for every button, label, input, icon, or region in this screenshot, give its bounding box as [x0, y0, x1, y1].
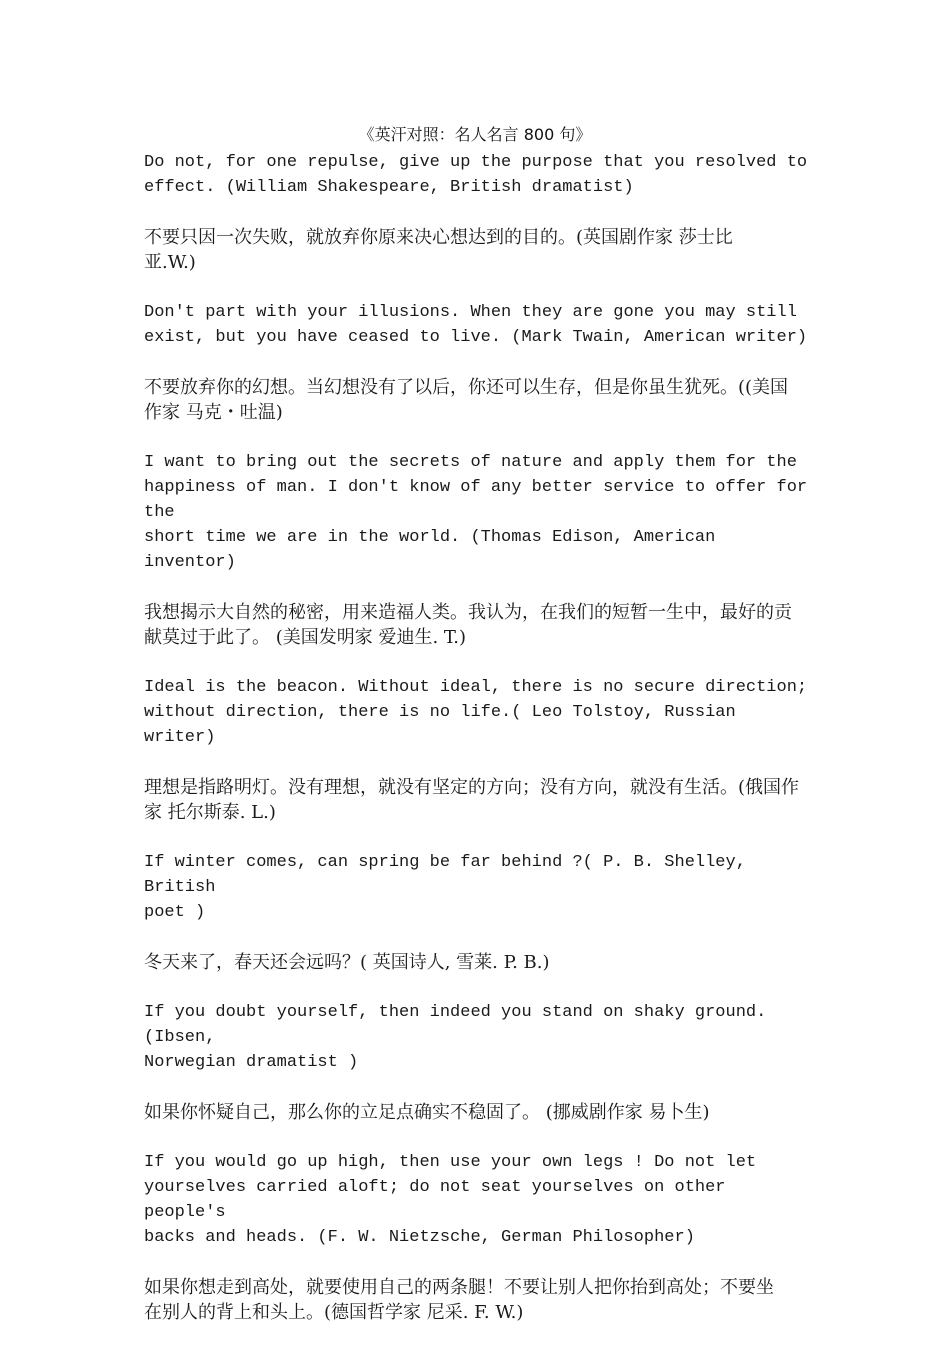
document-title: 《英汗对照：名人名言 800 句》: [358, 125, 592, 144]
quote-chinese-2: 不要放弃你的幻想。当幻想没有了以后，你还可以生存，但是你虽生犹死。((美国 作家 马克・吐温): [144, 377, 789, 423]
quote-chinese-7: 如果你想走到高处，就要使用自己的两条腿！不要让别人把你抬到高处；不要坐 在别人的背上和头上。(德国哲学家 尼采. F. W.): [144, 1277, 774, 1323]
quote-english-3: I want to bring out the secrets of nature and apply them for the happiness of man. I don't know of any better service to offer for the short time we are in the world. (Thomas Edison, American inventor): [144, 453, 808, 572]
quote-english-7: If you would go up high, then use your own legs ! Do not let yourselves carried aloft; do not seat yourselves on other people's backs and heads. (F. W. Nietzsche, German Philosopher): [144, 1153, 757, 1247]
quote-chinese-5: 冬天来了，春天还会远吗？( 英国诗人, 雪莱. P. B.): [144, 952, 550, 973]
quote-english-6: If you doubt yourself, then indeed you stand on shaky ground. (Ibsen, Norwegian dramatist ): [144, 1003, 767, 1072]
quote-chinese-6: 如果你怀疑自己，那么你的立足点确实不稳固了。 (挪威剧作家 易卜生): [144, 1102, 710, 1123]
quote-english-1: Do not, for one repulse, give up the purpose that you resolved to effect. (William Shakespeare, British dramatist): [144, 153, 808, 197]
quote-english-4: Ideal is the beacon. Without ideal, there is no secure direction; without direction, there is no life.( Leo Tolstoy, Russian writer): [144, 678, 808, 747]
document-body: [144, 150, 812, 1350]
quote-english-5: If winter comes, can spring be far behind ?( P. B. Shelley, British poet ): [144, 853, 746, 922]
quote-chinese-3: 我想揭示大自然的秘密，用来造福人类。我认为，在我们的短暂一生中，最好的贡 献莫过于此了。 (美国发明家 爱迪生. T.): [144, 602, 792, 648]
quote-chinese-4: 理想是指路明灯。没有理想，就没有坚定的方向；没有方向，就没有生活。(俄国作 家 托尔斯泰. L.): [144, 777, 800, 823]
quote-chinese-1: 不要只因一次失败，就放弃你原来决心想达到的目的。(英国剧作家 莎士比 亚.W.): [144, 227, 733, 273]
quote-english-2: Don't part with your illusions. When they are gone you may still exist, but you have ceased to live. (Mark Twain, American writer): [144, 303, 808, 347]
